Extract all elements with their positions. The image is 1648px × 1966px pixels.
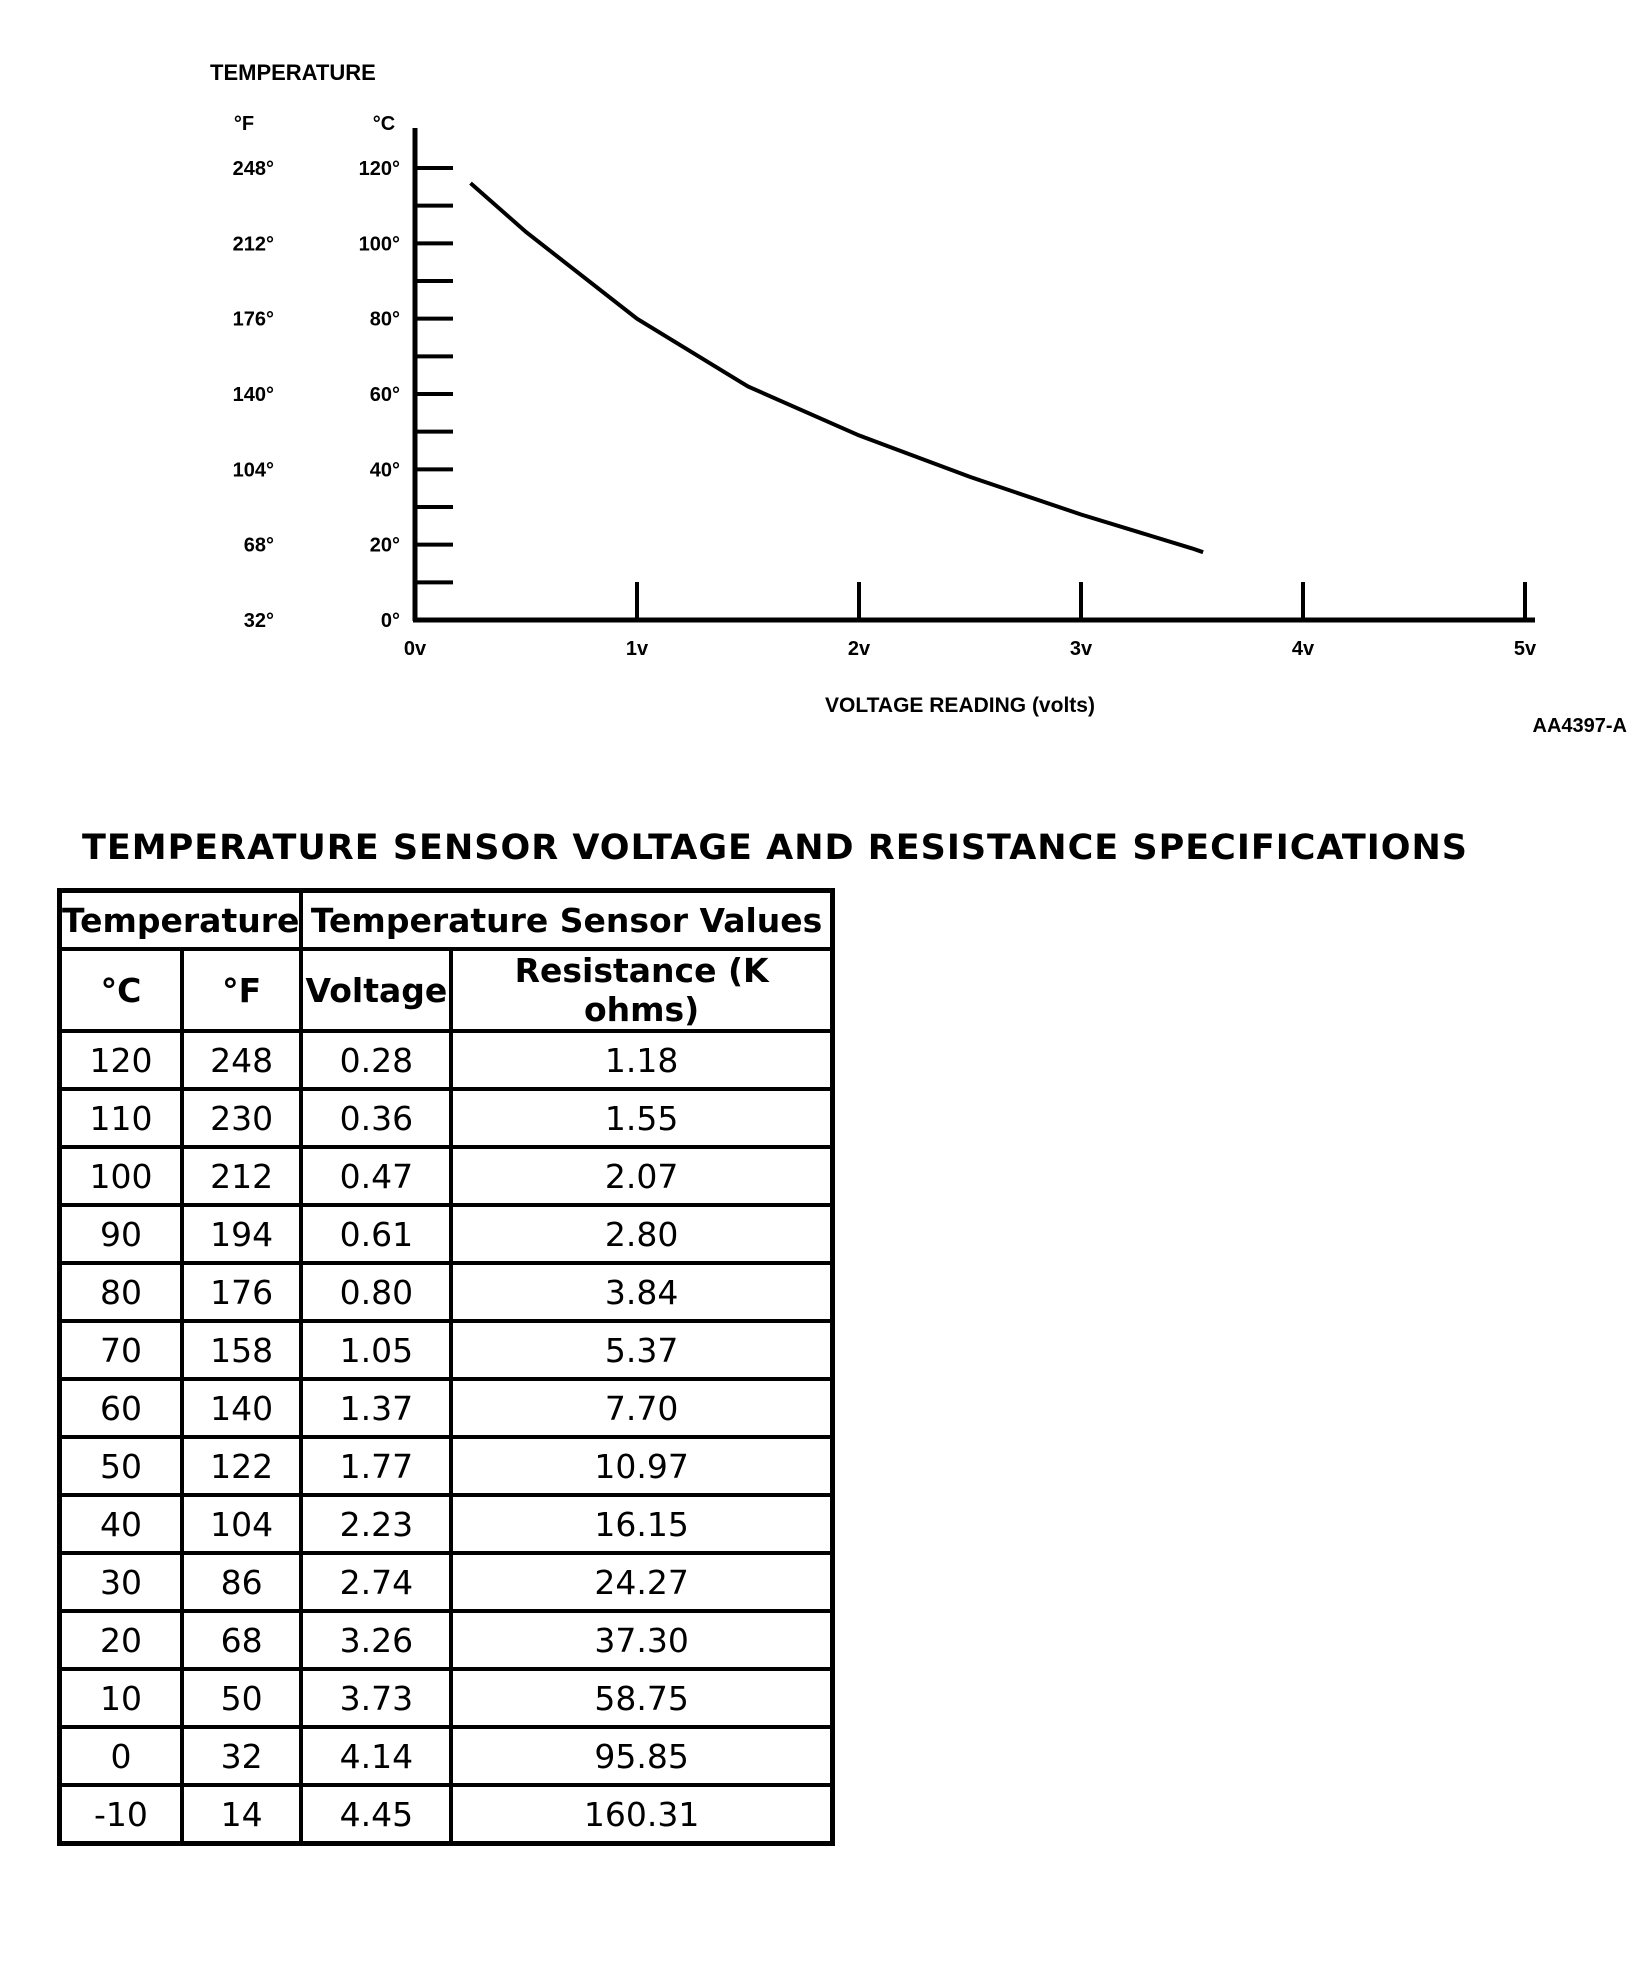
cell-voltage: 0.47: [301, 1147, 451, 1205]
y-tick-label-celsius: 0°: [380, 610, 400, 632]
temperature-voltage-chart: [0, 0, 1648, 780]
cell-celsius: 110: [60, 1089, 182, 1147]
cell-celsius: 50: [60, 1437, 182, 1495]
group-header-sensor-values: Temperature Sensor Values: [301, 891, 832, 950]
cell-voltage: 4.14: [301, 1727, 451, 1785]
cell-voltage: 0.80: [301, 1263, 451, 1321]
cell-fahrenheit: 68: [182, 1611, 301, 1669]
y-tick-label-fahrenheit: 104°: [232, 459, 274, 482]
x-tick-label: 2v: [847, 638, 871, 660]
cell-fahrenheit: 140: [182, 1379, 301, 1437]
y-tick-label-celsius: 60°: [369, 384, 400, 406]
cell-resistance: 7.70: [451, 1379, 832, 1437]
cell-celsius: 10: [60, 1669, 182, 1727]
cell-fahrenheit: 50: [182, 1669, 301, 1727]
table-title: TEMPERATURE SENSOR VOLTAGE AND RESISTANCE SPECIFICATIONS: [82, 828, 1468, 868]
y-tick-label-fahrenheit: 248°: [232, 158, 274, 180]
table-row: [60, 1611, 833, 1669]
fahrenheit-axis-header: °F: [233, 113, 255, 135]
column-header-resistance: Resistance (K ohms): [451, 949, 832, 1031]
table-row: [60, 1553, 833, 1611]
cell-celsius: 30: [60, 1553, 182, 1611]
cell-fahrenheit: 86: [182, 1553, 301, 1611]
cell-resistance: 95.85: [451, 1727, 832, 1785]
cell-fahrenheit: 248: [182, 1031, 301, 1089]
chart-title: TEMPERATURE: [210, 60, 376, 85]
table-row: [60, 1495, 833, 1553]
table-row: [60, 1669, 833, 1727]
cell-resistance: 24.27: [451, 1553, 832, 1611]
table-row: [60, 1321, 833, 1379]
cell-voltage: 1.37: [301, 1379, 451, 1437]
column-header-row: [60, 949, 833, 1031]
y-tick-label-fahrenheit: 68°: [243, 534, 274, 557]
x-tick-label: 1v: [625, 638, 649, 660]
table-row: [60, 1205, 833, 1263]
x-axis-label: VOLTAGE READING (volts): [825, 694, 1095, 717]
cell-voltage: 0.36: [301, 1089, 451, 1147]
cell-resistance: 2.80: [451, 1205, 832, 1263]
cell-celsius: 70: [60, 1321, 182, 1379]
y-axis-ticks: [233, 158, 453, 632]
table-row: [60, 1031, 833, 1089]
cell-voltage: 4.45: [301, 1785, 451, 1844]
cell-resistance: 3.84: [451, 1263, 832, 1321]
cell-resistance: 2.07: [451, 1147, 832, 1205]
cell-resistance: 16.15: [451, 1495, 832, 1553]
cell-fahrenheit: 158: [182, 1321, 301, 1379]
cell-voltage: 1.05: [301, 1321, 451, 1379]
cell-fahrenheit: 194: [182, 1205, 301, 1263]
cell-voltage: 2.23: [301, 1495, 451, 1553]
y-tick-label-fahrenheit: 32°: [243, 610, 274, 632]
table-row: [60, 1437, 833, 1495]
celsius-axis-header: °C: [372, 113, 396, 135]
table-row: [60, 1379, 833, 1437]
cell-fahrenheit: 122: [182, 1437, 301, 1495]
table-row: [60, 1089, 833, 1147]
cell-celsius: 120: [60, 1031, 182, 1089]
column-header-fahrenheit: °F: [182, 949, 301, 1031]
y-tick-label-celsius: 20°: [369, 534, 400, 557]
cell-fahrenheit: 32: [182, 1727, 301, 1785]
cell-fahrenheit: 230: [182, 1089, 301, 1147]
cell-celsius: 40: [60, 1495, 182, 1553]
group-header-temperature: Temperature: [60, 891, 302, 950]
y-tick-label-fahrenheit: 212°: [232, 233, 274, 256]
y-tick-label-celsius: 80°: [369, 308, 400, 331]
cell-celsius: 80: [60, 1263, 182, 1321]
y-tick-label-fahrenheit: 176°: [232, 308, 274, 331]
cell-voltage: 1.77: [301, 1437, 451, 1495]
cell-resistance: 1.55: [451, 1089, 832, 1147]
cell-resistance: 37.30: [451, 1611, 832, 1669]
cell-voltage: 0.28: [301, 1031, 451, 1089]
table-row: [60, 1147, 833, 1205]
x-tick-label: 5v: [1513, 638, 1537, 660]
cell-resistance: 10.97: [451, 1437, 832, 1495]
cell-celsius: 0: [60, 1727, 182, 1785]
cell-celsius: -10: [60, 1785, 182, 1844]
cell-voltage: 2.74: [301, 1553, 451, 1611]
y-tick-label-fahrenheit: 140°: [232, 384, 274, 406]
x-tick-label: 3v: [1069, 638, 1093, 660]
cell-resistance: 58.75: [451, 1669, 832, 1727]
cell-resistance: 1.18: [451, 1031, 832, 1089]
cell-celsius: 20: [60, 1611, 182, 1669]
cell-voltage: 0.61: [301, 1205, 451, 1263]
x-tick-label: 4v: [1291, 638, 1315, 660]
column-header-celsius: °C: [60, 949, 182, 1031]
column-header-voltage: Voltage: [301, 949, 451, 1031]
cell-fahrenheit: 212: [182, 1147, 301, 1205]
table-body: [60, 1031, 833, 1844]
y-tick-label-celsius: 120°: [358, 158, 400, 180]
cell-voltage: 3.26: [301, 1611, 451, 1669]
voltage-temperature-curve: [471, 183, 1204, 552]
cell-voltage: 3.73: [301, 1669, 451, 1727]
x-tick-label: 0v: [403, 638, 427, 660]
table-row: [60, 1263, 833, 1321]
table-row: [60, 1785, 833, 1844]
group-header-row: [60, 891, 833, 950]
cell-fahrenheit: 176: [182, 1263, 301, 1321]
cell-celsius: 100: [60, 1147, 182, 1205]
table-row: [60, 1727, 833, 1785]
cell-celsius: 90: [60, 1205, 182, 1263]
cell-celsius: 60: [60, 1379, 182, 1437]
cell-resistance: 5.37: [451, 1321, 832, 1379]
cell-fahrenheit: 104: [182, 1495, 301, 1553]
y-tick-label-celsius: 100°: [358, 233, 400, 256]
cell-resistance: 160.31: [451, 1785, 832, 1844]
cell-fahrenheit: 14: [182, 1785, 301, 1844]
figure-id: AA4397-A: [1532, 715, 1627, 737]
y-tick-label-celsius: 40°: [369, 459, 400, 482]
spec-table: [57, 888, 835, 1846]
